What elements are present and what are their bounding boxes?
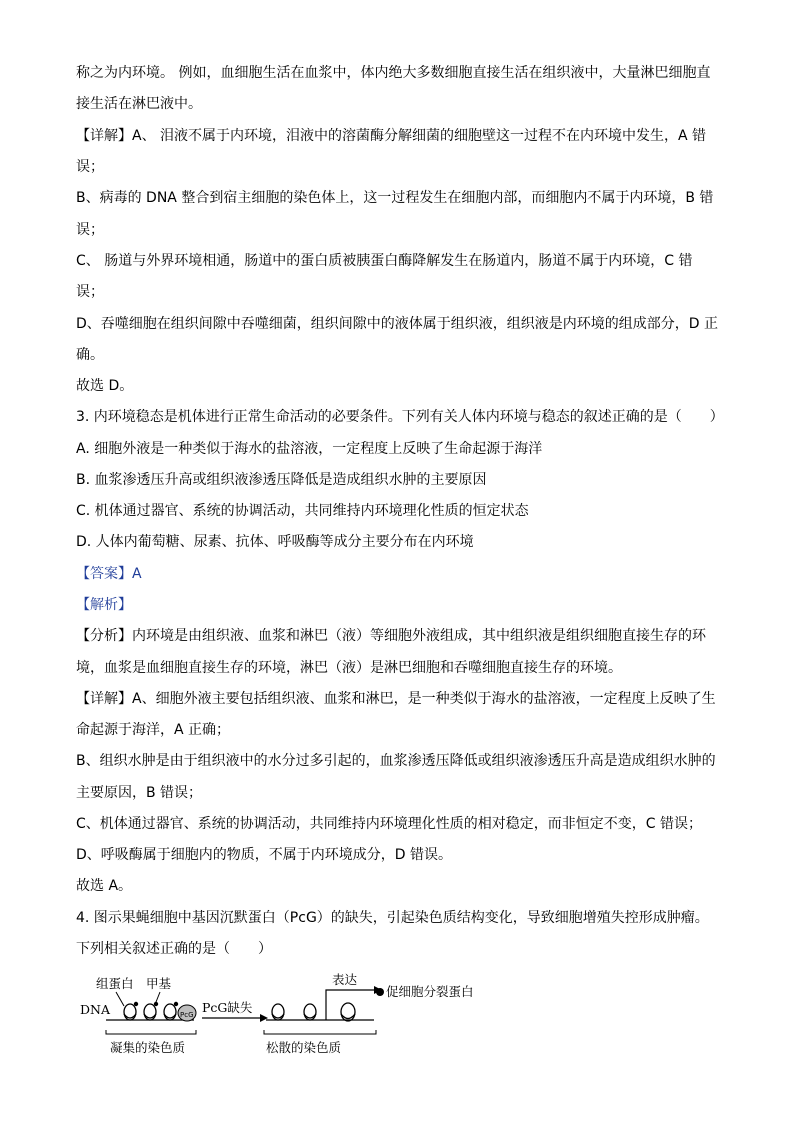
text-line: 下列相关叙述正确的是（ ） [76,941,272,957]
methyl-label: 甲基 [146,976,172,991]
methyl-mark [174,1002,178,1006]
loose-chromatin-label: 松散的染色质 [266,1040,342,1055]
question-stem: 3. 内环境稳态是机体进行正常生命活动的必要条件。下列有关人体内环境与稳态的叙述正确的是（ ） [76,409,724,425]
text-line: C、机体通过器官、系统的协调活动，共同维持内环境理化性质的相对稳定，而非恒定不变，C 错误； [76,816,702,832]
condensed-bracket [106,1030,196,1034]
text-line: 接生活在淋巴液中。 [76,96,202,112]
text-line: 误； [76,222,104,238]
pcg-loss-label: PcG缺失 [202,1000,253,1015]
analysis-heading: 【解析】 [76,597,132,613]
text-line: 误； [76,159,104,175]
histone-pointer [116,992,124,1006]
option-d: D. 人体内葡萄糖、尿素、抗体、呼吸酶等成分主要分布在内环境 [76,534,474,550]
loose-bracket [264,1030,376,1034]
express-label: 表达 [332,972,358,987]
text-line: B、组织水肿是由于组织液中的水分过多引起的，血浆渗透压降低或组织液渗透压升高是造成组织水肿的 [76,753,716,769]
text-line: 主要原因，B 错误； [76,785,203,801]
text-line: 【详解】A、细胞外液主要包括组织液、血浆和淋巴，是一种类似于海水的盐溶液，一定程度上反映了生 [76,691,716,707]
methyl-mark [154,1002,158,1006]
condensed-chromatin-label: 凝集的染色质 [110,1040,186,1055]
text-line: 命起源于海洋，A 正确； [76,722,231,738]
methyl-pointer [156,992,160,1002]
text-line: D、呼吸酶属于细胞内的物质，不属于内环境成分，D 错误。 [76,847,453,863]
chromatin-diagram [76,966,506,1062]
text-line: D、吞噬细胞在组织间隙中吞噬细菌，组织间隙中的液体属于组织液，组织液是内环境的组成部分，D 正 [76,316,719,332]
question-stem: 4. 图示果蝇细胞中基因沉默蛋白（PcG）的缺失，引起染色质结构变化，导致细胞增殖失控形成肿瘤。 [76,910,709,926]
nucleosomes-condensed [124,1004,176,1020]
protein-dot [376,988,384,996]
text-line: 称之为内环境。 例如，血细胞生活在血浆中，体内绝大多数细胞直接生活在组织液中，大量淋巴细胞直 [76,65,711,81]
methyl-mark [134,1002,138,1006]
dna-label: DNA [80,1002,110,1017]
arrow-head [260,1014,268,1022]
text-line: 误； [76,284,104,300]
option-b: B. 血浆渗透压升高或组织液渗透压降低是造成组织水肿的主要原因 [76,472,487,488]
nucleosomes-loose [272,1003,355,1021]
text-line: 确。 [76,347,104,363]
text-line: 境，血浆是血细胞直接生存的环境，淋巴（液）是淋巴细胞和吞噬细胞直接生存的环境。 [76,660,622,676]
text-line: C、 肠道与外界环境相通，肠道中的蛋白质被胰蛋白酶降解发生在肠道内，肠道不属于内环境，C 错 [76,253,693,269]
text-line: 故选 D。 [76,378,134,394]
protein-label: 促细胞分裂蛋白 [386,984,474,999]
histone-label: 组蛋白 [96,976,134,991]
answer-line: 【答案】A [76,566,142,582]
option-c: C. 机体通过器官、系统的协调活动，共同维持内环境理化性质的恒定状态 [76,503,529,519]
text-line: B、病毒的 DNA 整合到宿主细胞的染色体上，这一过程发生在细胞内部，而细胞内不属于内环境，B 错 [76,190,714,206]
text-line: 【详解】A、 泪液不属于内环境，泪液中的溶菌酶分解细菌的细胞壁这一过程不在内环境中发生，A 错 [76,128,707,144]
express-arrow [326,990,376,1020]
text-line: 故选 A。 [76,878,133,894]
text-line: 【分析】内环境是由组织液、血浆和淋巴（液）等细胞外液组成，其中组织液是组织细胞直接生存的环 [76,628,706,644]
option-a: A. 细胞外液是一种类似于海水的盐溶液，一定程度上反映了生命起源于海洋 [76,441,543,457]
pcg-text: PcG [180,1011,194,1019]
